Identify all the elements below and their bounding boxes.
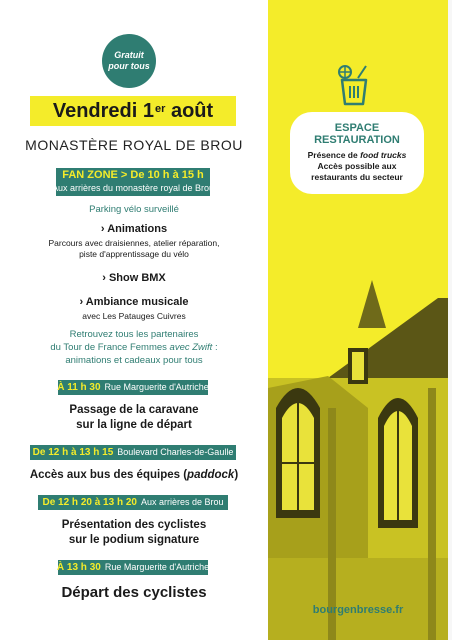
partners-line3: animations et cadeaux pour tous xyxy=(65,355,203,366)
slot3-event2: sur le podium signature xyxy=(68,534,200,546)
monastery-photo xyxy=(268,258,448,640)
date-main: Vendredi 1 xyxy=(52,99,154,122)
slot1-bar xyxy=(58,380,208,395)
slot2-bar xyxy=(30,445,236,460)
restauration-title1: ESPACE xyxy=(334,122,380,134)
free-badge xyxy=(102,34,156,88)
slot4-place: Rue Marguerite d'Autriche xyxy=(104,562,210,572)
slot2-event-a: Accès aux bus des équipes ( xyxy=(29,469,188,481)
partners-line2 xyxy=(0,342,268,354)
badge-line1: Gratuit xyxy=(114,50,144,60)
website-link[interactable]: bourgenbresse.fr xyxy=(312,604,404,616)
slot4-bar xyxy=(58,560,208,575)
restauration-line2: Accès possible aux xyxy=(317,161,397,171)
restauration-line1 xyxy=(290,150,424,161)
restauration-box xyxy=(290,112,424,194)
slot3-place: Aux arrières de Brou xyxy=(140,497,224,507)
fan-zone-title: FAN ZONE > De 10 h à 15 h xyxy=(62,169,204,181)
restauration-line3: restaurants du secteur xyxy=(311,172,403,182)
fan-zone-subtitle: Aux arrières du monastère royal de Brou xyxy=(51,183,215,193)
slot2-event-b: paddock xyxy=(187,469,235,481)
restauration-body xyxy=(290,150,424,183)
show-bmx: › Show BMX xyxy=(102,272,166,284)
slot3-event1: Présentation des cyclistes xyxy=(61,519,207,531)
animations-title: › Animations xyxy=(100,223,168,235)
slot3-time: De 12 h 20 à 13 h 20 xyxy=(42,497,137,508)
ambiance-subtitle: avec Les Patauges Cuivres xyxy=(82,311,186,321)
restauration-line1-a: Présence de xyxy=(307,150,361,160)
slot1-event1: Passage de la caravane xyxy=(69,404,199,416)
restauration-title2: RESTAURATION xyxy=(314,134,400,146)
partners-line1: Retrouvez tous les partenaires xyxy=(69,329,199,340)
date-sup: er xyxy=(154,103,166,115)
animations-line1: Parcours avec draisiennes, atelier réparation, xyxy=(48,238,220,248)
slot4-time: À 13 h 30 xyxy=(56,562,101,573)
partners-line2-b: avec Zwift xyxy=(169,342,213,353)
slot2-event-c: ) xyxy=(234,469,239,481)
restauration-title xyxy=(290,122,424,146)
animations-line2: piste d'apprentissage du vélo xyxy=(79,249,189,259)
slot2-place: Boulevard Charles-de-Gaulle xyxy=(117,447,234,457)
date-heading xyxy=(30,96,236,126)
parking-text: Parking vélo surveillé xyxy=(89,204,179,215)
slot1-event2: sur la ligne de départ xyxy=(76,419,192,431)
ambiance-title: › Ambiance musicale xyxy=(79,296,189,308)
slot4-event: Départ des cyclistes xyxy=(61,584,207,601)
venue-title: MONASTÈRE ROYAL DE BROU xyxy=(25,137,243,153)
badge-line2: pour tous xyxy=(108,61,150,71)
drink-icon xyxy=(336,64,372,106)
partners-line2-a: du Tour de France Femmes xyxy=(50,342,170,353)
slot1-place: Rue Marguerite d'Autriche xyxy=(104,382,209,392)
date-end: août xyxy=(165,99,214,122)
slot3-bar xyxy=(38,495,228,510)
partners-line2-c: : xyxy=(212,342,218,353)
page-edge xyxy=(448,0,452,640)
slot2-time: De 12 h à 13 h 15 xyxy=(32,447,114,458)
slot2-event xyxy=(0,468,268,483)
slot1-time: À 11 h 30 xyxy=(57,382,101,393)
fan-zone-bar xyxy=(51,168,215,196)
restauration-line1-b: food trucks xyxy=(360,150,407,160)
